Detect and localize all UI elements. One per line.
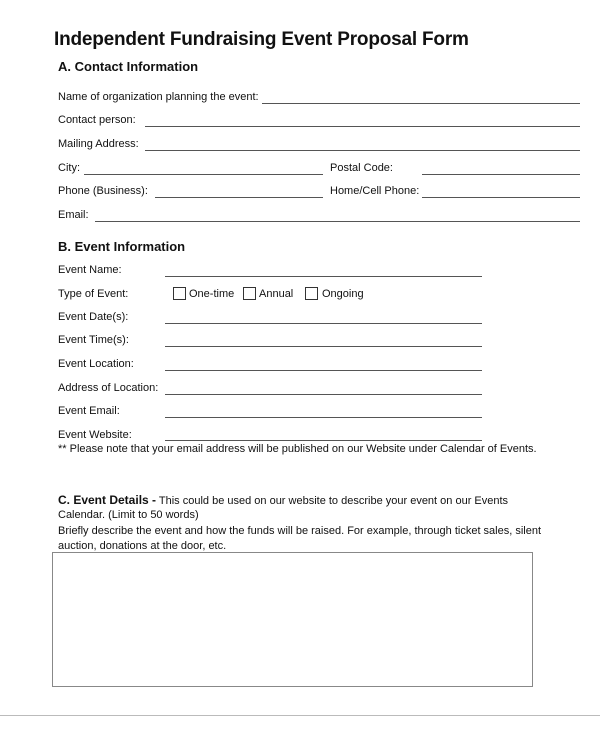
annual-label: Annual <box>259 288 294 300</box>
event-website-field[interactable] <box>165 440 482 441</box>
event-times-field[interactable] <box>165 346 482 347</box>
section-b-heading: B. Event Information <box>58 239 186 254</box>
form-title: Independent Fundraising Event Proposal Form <box>54 29 469 50</box>
contact-field[interactable] <box>145 126 580 127</box>
org-label: Name of organization planning the event: <box>58 91 259 103</box>
phone-business-label: Phone (Business): <box>58 185 148 197</box>
ongoing-label: Ongoing <box>322 288 364 300</box>
section-a-heading: A. Contact Information <box>58 59 199 74</box>
event-location-field[interactable] <box>165 370 482 371</box>
address-of-location-label: Address of Location: <box>58 382 159 394</box>
email-publish-note: ** Please note that your email address will be published on our Website under Calendar of Events. <box>58 443 537 455</box>
section-c-instruction-line1: Briefly describe the event and how the funds will be raised. For example, through ticket sales, silent <box>58 525 542 537</box>
one-time-checkbox[interactable] <box>173 287 186 300</box>
event-dates-label: Event Date(s): <box>58 311 129 323</box>
city-label: City: <box>58 162 80 174</box>
section-c-instruction-line2: auction, donations at the door, etc. <box>58 540 227 552</box>
annual-checkbox[interactable] <box>243 287 256 300</box>
postal-label: Postal Code: <box>330 162 393 174</box>
section-c-intro-line2: Calendar. (Limit to 50 words) <box>58 509 199 521</box>
one-time-label: One-time <box>189 288 235 300</box>
event-details-textarea[interactable] <box>52 552 533 687</box>
email-label: Email: <box>58 209 89 221</box>
event-type-label: Type of Event: <box>58 288 129 300</box>
event-email-label: Event Email: <box>58 405 120 417</box>
cell-phone-field[interactable] <box>422 197 580 198</box>
contact-label: Contact person: <box>58 114 136 126</box>
section-c-intro-line1: This could be used on our website to describe your event on our Events <box>158 495 509 507</box>
event-times-label: Event Time(s): <box>58 334 129 346</box>
event-name-label: Event Name: <box>58 264 122 276</box>
event-email-field[interactable] <box>165 417 482 418</box>
section-c-line1 <box>58 493 508 509</box>
org-field[interactable] <box>262 103 580 104</box>
phone-business-field[interactable] <box>155 197 323 198</box>
mailing-label: Mailing Address: <box>58 138 139 150</box>
address-of-location-field[interactable] <box>165 394 482 395</box>
email-field[interactable] <box>95 221 580 222</box>
cell-phone-label: Home/Cell Phone: <box>330 185 420 197</box>
city-field[interactable] <box>84 174 323 175</box>
event-dates-field[interactable] <box>165 323 482 324</box>
mailing-field[interactable] <box>145 150 580 151</box>
ongoing-checkbox[interactable] <box>305 287 318 300</box>
postal-field[interactable] <box>422 174 580 175</box>
event-name-field[interactable] <box>165 276 482 277</box>
page-divider <box>0 715 600 716</box>
section-c-heading: C. Event Details - <box>58 493 157 507</box>
event-location-label: Event Location: <box>58 358 134 370</box>
event-website-label: Event Website: <box>58 429 132 441</box>
